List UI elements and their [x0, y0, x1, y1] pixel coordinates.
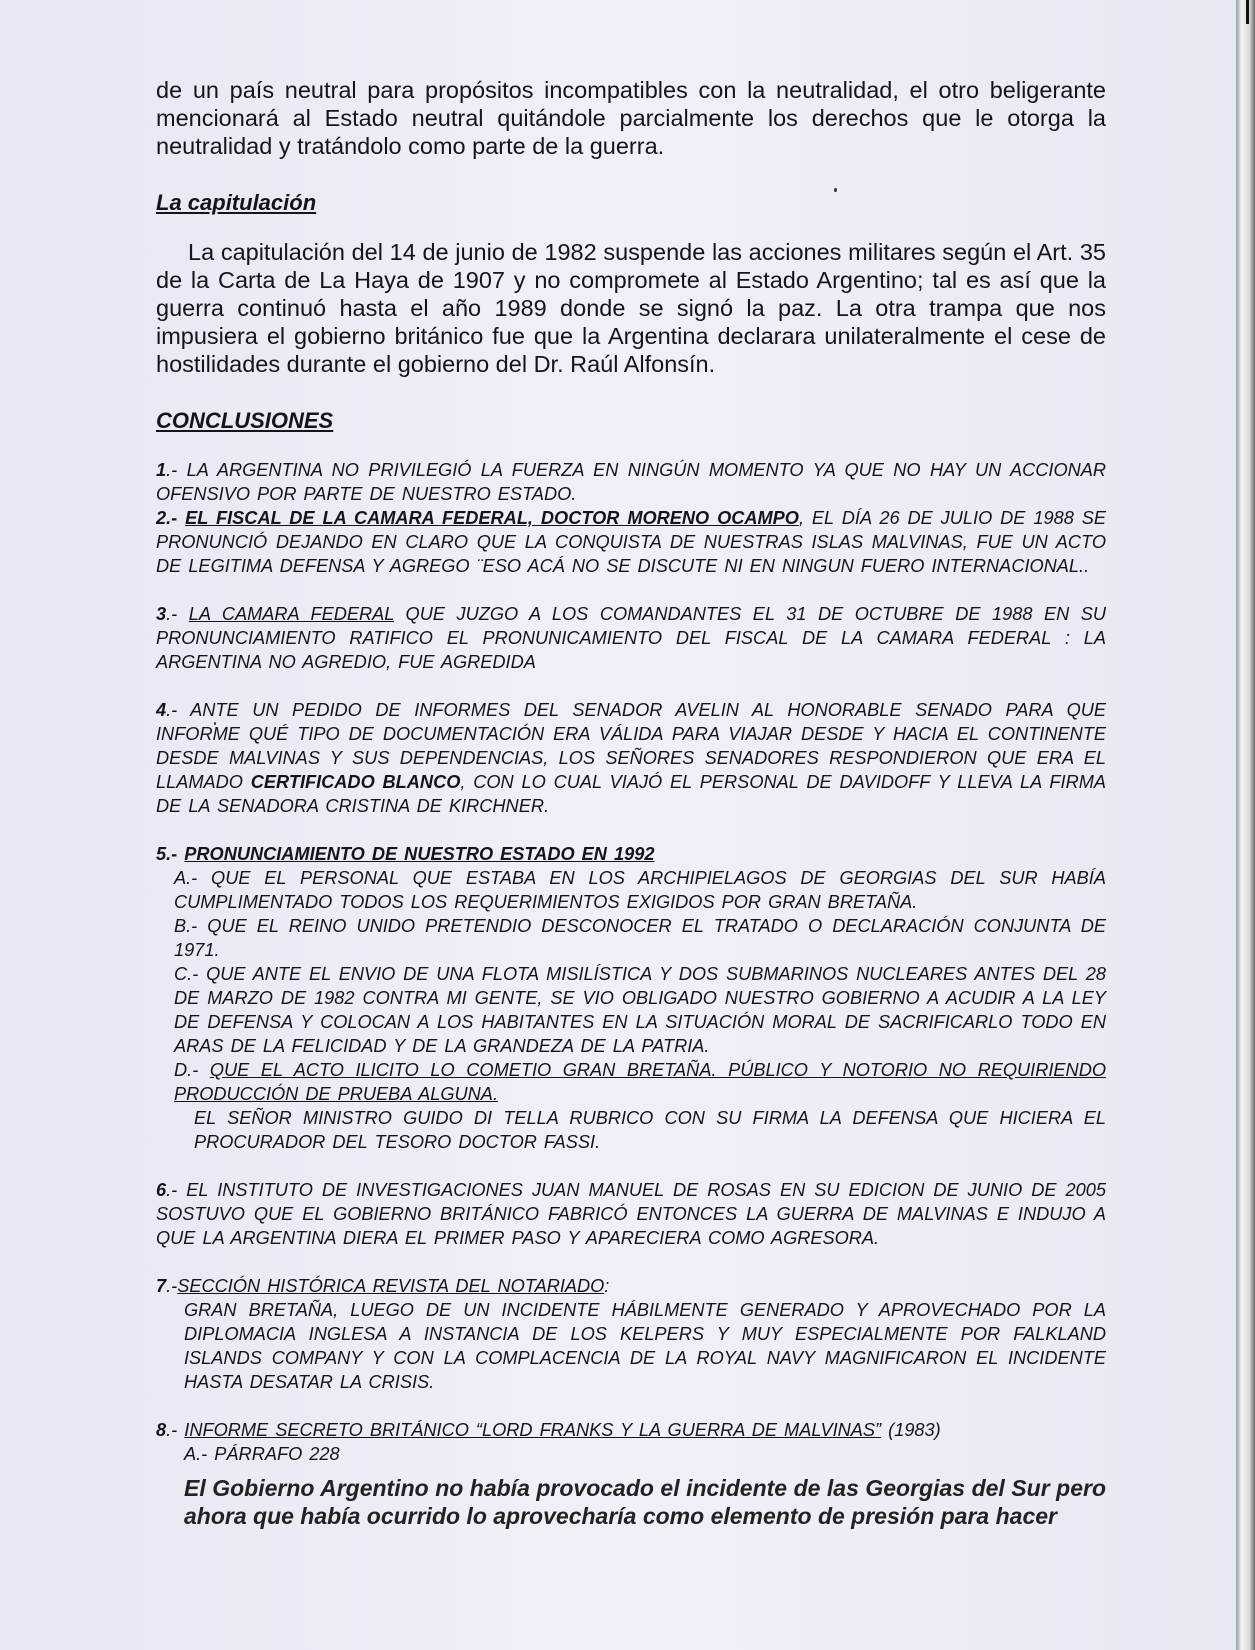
- capitulacion-paragraph: La capitulación del 14 de junio de 1982 suspende las acciones militares según el Art. 35 de la Carta de La Haya de 1907 y no compromete al Estado Argentino; tal es así que la guerra continuó hasta el año 1989 donde se signó la paz. La otra trampa que nos impusiera el gobierno británico fue que la Argentina declarara unilateralmente el cese de hostilidades durante el gobierno del Dr. Raúl Alfonsín.: [156, 239, 1106, 377]
- conclusion-3-underlined: LA CAMARA FEDERAL: [188, 604, 395, 624]
- item-number: 7: [156, 1276, 167, 1296]
- conclusion-5-d-prefix: D.-: [174, 1060, 210, 1080]
- item-separator: .-: [166, 508, 186, 528]
- conclusion-2-underlined: EL FISCAL DE LA CAMARA FEDERAL, DOCTOR MORENO OCAMPO: [185, 508, 799, 528]
- conclusion-1-text: .- LA ARGENTINA NO PRIVILEGIÓ LA FUERZA EN NINGÚN MOMENTO YA QUE NO HAY UN ACCIONAR OFENSIVO POR PARTE DE NUESTRO ESTADO.: [156, 460, 1106, 504]
- conclusion-5-d: [156, 1058, 1106, 1106]
- conclusion-5-c: C.- QUE ANTE EL ENVIO DE UNA FLOTA MISILÍSTICA Y DOS SUBMARINOS NUCLEARES ANTES DEL 28 DE MARZO DE 1982 CONTRA MI GENTE, SE VIO OBLIGADO NUESTRO GOBIERNO A ACUDIR A LA LEY DE DEFENSA Y COLOCAN A LOS HABITANTES EN LA SITUACIÓN MORAL DE SACRIFICARLO TODO EN ARAS DE LA FELICIDAD Y DE LA GRANDEZA DE LA PATRIA.: [174, 964, 1106, 1056]
- conclusion-2: [156, 506, 1106, 578]
- conclusion-2-text: , EL DÍA 26 DE JULIO DE 1988 SE PRONUNCIÓ DEJANDO EN CLARO QUE LA CONQUISTA DE NUESTRAS ISLAS MALVINAS, FUE UN ACTO DE LEGITIMA DEFENSA Y AGREGO ¨ESO ACÁ NO SE DISCUTE NI EN NINGUN FUERO INTERNACIONAL..: [156, 508, 1106, 576]
- item-number: 5.-: [156, 844, 185, 864]
- conclusion-8-quote: El Gobierno Argentino no había provocado el incidente de las Georgias del Sur pero ahora que había ocurrido lo aprovecharía como elemento de presión para hacer: [184, 1475, 1106, 1529]
- item-number: 6: [156, 1180, 167, 1200]
- conclusion-8-year: (1983): [881, 1420, 941, 1440]
- item-number: 8: [156, 1420, 167, 1440]
- conclusion-7-colon: :: [604, 1276, 610, 1296]
- conclusion-5-a: A.- QUE EL PERSONAL QUE ESTABA EN LOS ARCHIPIELAGOS DE GEORGIAS DEL SUR HABÍA CUMPLIMENTADO TODOS LOS REQUERIMIENTOS EXIGIDOS POR GRAN BRETAÑA.: [174, 868, 1106, 912]
- conclusion-8-title: [156, 1418, 1106, 1442]
- conclusion-5-title-text: PRONUNCIAMIENTO DE NUESTRO ESTADO EN 1992: [184, 844, 655, 864]
- item-number: 4: [156, 700, 167, 720]
- conclusion-7-text: GRAN BRETAÑA, LUEGO DE UN INCIDENTE HÁBILMENTE GENERADO Y APROVECHADO POR LA DIPLOMACIA INGLESA A INSTANCIA DE LOS KELPERS Y MUY ESPECIALMENTE POR FALKLAND ISLANDS COMPANY Y CON LA COMPLACENCIA DE LA ROYAL NAVY MAGNIFICARON EL INCIDENTE HASTA DESATAR LA CRISIS.: [184, 1300, 1106, 1392]
- conclusion-7-underlined: SECCIÓN HISTÓRICA REVISTA DEL NOTARIADO: [177, 1276, 605, 1296]
- item-number: 1: [156, 460, 167, 480]
- conclusion-6-text: .- EL INSTITUTO DE INVESTIGACIONES JUAN MANUEL DE ROSAS EN SU EDICION DE JUNIO DE 2005 SOSTUVO QUE EL GOBIERNO BRITÁNICO FABRICÓ ENTONCES LA GUERRA DE MALVINAS E INDUJO A QUE LA ARGENTINA DIERA EL PRIMER PASO Y APARECIERA COMO AGRESORA.: [156, 1180, 1106, 1248]
- item-separator: .-: [166, 1420, 185, 1440]
- conclusion-5-d-underlined: QUE EL ACTO ILICITO LO COMETIO GRAN BRETAÑA. PÚBLICO Y NOTORIO NO REQUIRIENDO PRODUCCIÓN DE PRUEBA ALGUNA.: [174, 1060, 1106, 1104]
- conclusion-8-a: A.- PÁRRAFO 228: [184, 1444, 340, 1464]
- item-number: 3: [156, 604, 167, 624]
- conclusion-5-b: B.- QUE EL REINO UNIDO PRETENDIO DESCONOCER EL TRATADO O DECLARACIÓN CONJUNTA DE 1971.: [174, 916, 1106, 960]
- conclusion-6: [156, 1178, 1106, 1250]
- item-separator: .-: [166, 1276, 178, 1296]
- conclusion-4-bold: CERTIFICADO BLANCO: [250, 772, 461, 792]
- heading-capitulacion: La capitulación: [156, 190, 317, 215]
- conclusion-3-text: QUE JUZGO A LOS COMANDANTES EL 31 DE OCTUBRE DE 1988 EN SU PRONUNCIAMIENTO RATIFICO EL PRONUNICAMIENTO DEL FISCAL DE LA CAMARA FEDERAL : LA ARGENTINA NO AGREDIO, FUE AGREDIDA: [156, 604, 1106, 672]
- conclusion-4-text-b: , CON LO CUAL VIAJÓ EL PERSONAL DE DAVIDOFF Y LLEVA LA FIRMA DE LA SENADORA CRISTINA DE KIRCHNER.: [156, 772, 1107, 816]
- item-separator: .-: [166, 604, 189, 624]
- conclusion-5-title: [156, 842, 1106, 866]
- conclusion-1: [156, 458, 1106, 506]
- item-number: 2: [156, 508, 167, 528]
- conclusion-7-title: [156, 1274, 1106, 1298]
- conclusion-3: [156, 602, 1106, 674]
- conclusion-4-text-a: .- ANTE UN PEDIDO DE INFORMES DEL SENADOR AVELIN AL HONORABLE SENADO PARA QUE INFORME QUÉ TIPO DE DOCUMENTACIÓN ERA VÁLIDA PARA VIAJAR DESDE Y HACIA EL CONTINENTE DESDE MALVINAS Y SUS DEPENDENCIAS, LOS SEÑORES SENADORES RESPONDIERON QUE ERA EL LLAMADO: [156, 700, 1106, 792]
- heading-conclusiones: CONCLUSIONES: [156, 408, 334, 433]
- conclusion-5-e: EL SEÑOR MINISTRO GUIDO DI TELLA RUBRICO CON SU FIRMA LA DEFENSA QUE HICIERA EL PROCURADOR DEL TESORO DOCTOR FASSI.: [194, 1108, 1106, 1152]
- conclusion-4: [156, 698, 1106, 818]
- page-edge-shadow: [1236, 0, 1255, 1650]
- document-content: [156, 76, 1106, 1530]
- intro-paragraph: de un país neutral para propósitos incompatibles con la neutralidad, el otro beligerante mencionará al Estado neutral quitándole parcialmente los derechos que le otorga la neutralidad y tratándolo como parte de la guerra.: [156, 77, 1106, 159]
- conclusion-8-underlined: INFORME SECRETO BRITÁNICO “LORD FRANKS Y LA GUERRA DE MALVINAS”: [184, 1420, 882, 1440]
